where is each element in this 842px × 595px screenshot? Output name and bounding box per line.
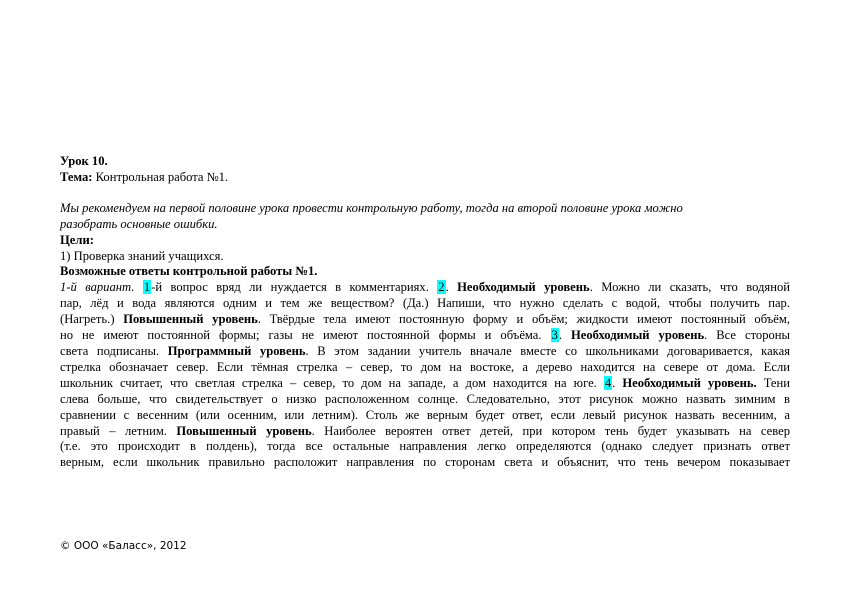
question-number: 3 <box>551 328 558 343</box>
spacer <box>60 186 790 201</box>
body-text: но не имеют постоянной формы; газы не имеют постоянной формы и объёма. <box>60 328 551 343</box>
body-line: (т.е. это происходит в полдень), тогда все остальные направления легко определяются (однако следует признать ответ <box>60 439 790 454</box>
level-label: Повышенный уровень <box>123 312 258 327</box>
body-line: стрелка обозначает север. Если тёмная стрелка – север, то дом на востоке, а дерево находится на севере от дома. Если <box>60 359 790 374</box>
level-label: Необходимый уровень <box>457 280 590 295</box>
recommendation-line: разобрать основные ошибки. <box>60 216 218 231</box>
topic-value: Контрольная работа №1. <box>92 169 229 184</box>
level-label: Программный уровень <box>167 343 306 358</box>
answers-heading: Возможные ответы контрольной работы №1. <box>60 264 318 279</box>
variant-label: 1-й вариант. <box>60 280 135 295</box>
body-line <box>60 312 790 328</box>
body-line: пар, лёд и вода являются одним и тем же веществом? (Да.) Напиши, что нужно сделать с водой, чтобы получить пар. <box>60 296 790 311</box>
question-number: 4 <box>604 375 612 390</box>
body-text: . Наиболее вероятен ответ детей, при котором тень будет указывать на север <box>311 423 790 438</box>
body-text: (Нагреть.) <box>60 312 124 327</box>
topic-label: Тема: <box>60 169 93 184</box>
body-line: школьник считает, что светлая стрелка – север, то дом на западе, а дом находится на юге. 4. Необходимый уровень. Тени <box>60 375 790 390</box>
body-line: слева больше, что свидетельствует о низко расположенном солнце. Следовательно, этот рисунок можно назвать зимним в <box>60 391 790 406</box>
goals-heading: Цели: <box>60 232 94 247</box>
body-text: . Можно ли сказать, что водяной <box>589 280 790 295</box>
body-line: верным, если школьник правильно расположит направления по сторонам света и объяснит, что тень вечером показывает <box>60 455 790 470</box>
body-text: правый – летним. <box>60 423 177 438</box>
body-line: 1-й вариант. 1-й вопрос вряд ли нуждается в комментариях. 2. Необходимый уровень. Можно ли сказать, что водяной <box>60 280 790 295</box>
lesson-title: Урок 10. <box>60 154 108 168</box>
body-text: Тени <box>756 375 790 390</box>
level-label: Повышенный уровень <box>176 423 312 438</box>
body-line: сравнении с весенним (или осенним, или летним). Столь же верным будет ответ, если левый рисунок назвать весенним, а <box>60 407 790 422</box>
body-text: . Все стороны <box>704 328 791 343</box>
question-number: 2 <box>438 280 445 295</box>
level-label: Необходимый уровень. <box>622 375 757 390</box>
body-line: но не имеют постоянной формы; газы не имеют постоянной формы и объёма. 3. Необходимый уровень. Все стороны <box>60 328 791 343</box>
body-text: школьник считает, что светлая стрелка – север, то дом на западе, а дом находится на юге. <box>60 375 604 390</box>
recommendation-line: Мы рекомендуем на первой половине урока провести контрольную работу, тогда на второй половине урока можно <box>60 200 683 215</box>
level-label: Необходимый уровень <box>570 328 705 343</box>
question-number: 1 <box>143 280 151 295</box>
body-line <box>60 424 790 440</box>
body-text: . Твёрдые тела имеют постоянную форму и объём; жидкости имеют постоянный объём, <box>257 312 791 327</box>
lesson-topic <box>60 170 790 186</box>
goal-item: 1) Проверка знаний учащихся. <box>60 248 224 263</box>
body-text: . В этом задании учитель вначале вместе со школьниками договаривается, какая <box>305 343 790 358</box>
body-text: света подписаны. <box>60 343 168 358</box>
body-line <box>60 344 790 360</box>
body-text: -й вопрос вряд ли нуждается в комментариях. <box>151 280 438 295</box>
copyright-footer: © ООО «Баласс», 2012 <box>60 540 187 552</box>
document-content <box>60 154 790 471</box>
